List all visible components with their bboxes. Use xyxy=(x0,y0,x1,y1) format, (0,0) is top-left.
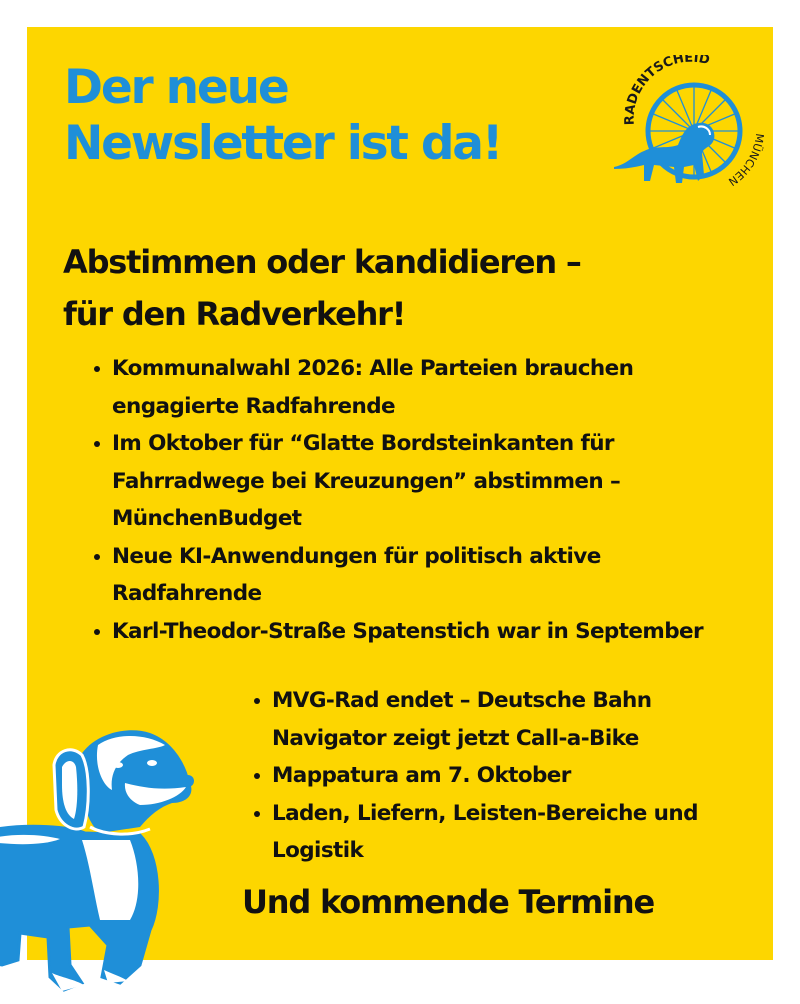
headline-line-2: Newsletter ist da! xyxy=(64,116,502,171)
subtitle-line-1: Abstimmen oder kandidieren – xyxy=(63,243,581,281)
news-item: MVG-Rad endet – Deutsche Bahn Navigator zeigt jetzt Call-a-Bike xyxy=(250,682,760,757)
news-item: Laden, Liefern, Leisten-Bereiche und Logistik xyxy=(250,795,760,870)
dachshund-icon xyxy=(0,715,205,1000)
radentscheid-logo-icon xyxy=(606,55,766,200)
news-item: Karl-Theodor-Straße Spatenstich war in September xyxy=(90,613,730,651)
subtitle-line-2: für den Radverkehr! xyxy=(63,295,406,333)
news-list-main xyxy=(90,350,730,650)
news-list-secondary xyxy=(250,682,760,870)
svg-text:RADENTSCHEID: RADENTSCHEID xyxy=(622,55,712,126)
subtitle xyxy=(63,236,581,340)
headline xyxy=(64,60,501,172)
news-item: Kommunalwahl 2026: Alle Parteien brauchen engagierte Radfahrende xyxy=(90,350,730,425)
news-item: Im Oktober für “Glatte Bordsteinkanten für Fahrradwege bei Kreuzungen” abstimmen – MünchenBudget xyxy=(90,425,730,538)
news-item: Neue KI-Anwendungen für politisch aktive Radfahrende xyxy=(90,538,730,613)
news-item: Mappatura am 7. Oktober xyxy=(250,757,760,795)
svg-text:MÜNCHEN: MÜNCHEN xyxy=(725,132,766,189)
upcoming-events-heading: Und kommende Termine xyxy=(242,883,655,921)
headline-line-1: Der neue xyxy=(64,60,288,115)
